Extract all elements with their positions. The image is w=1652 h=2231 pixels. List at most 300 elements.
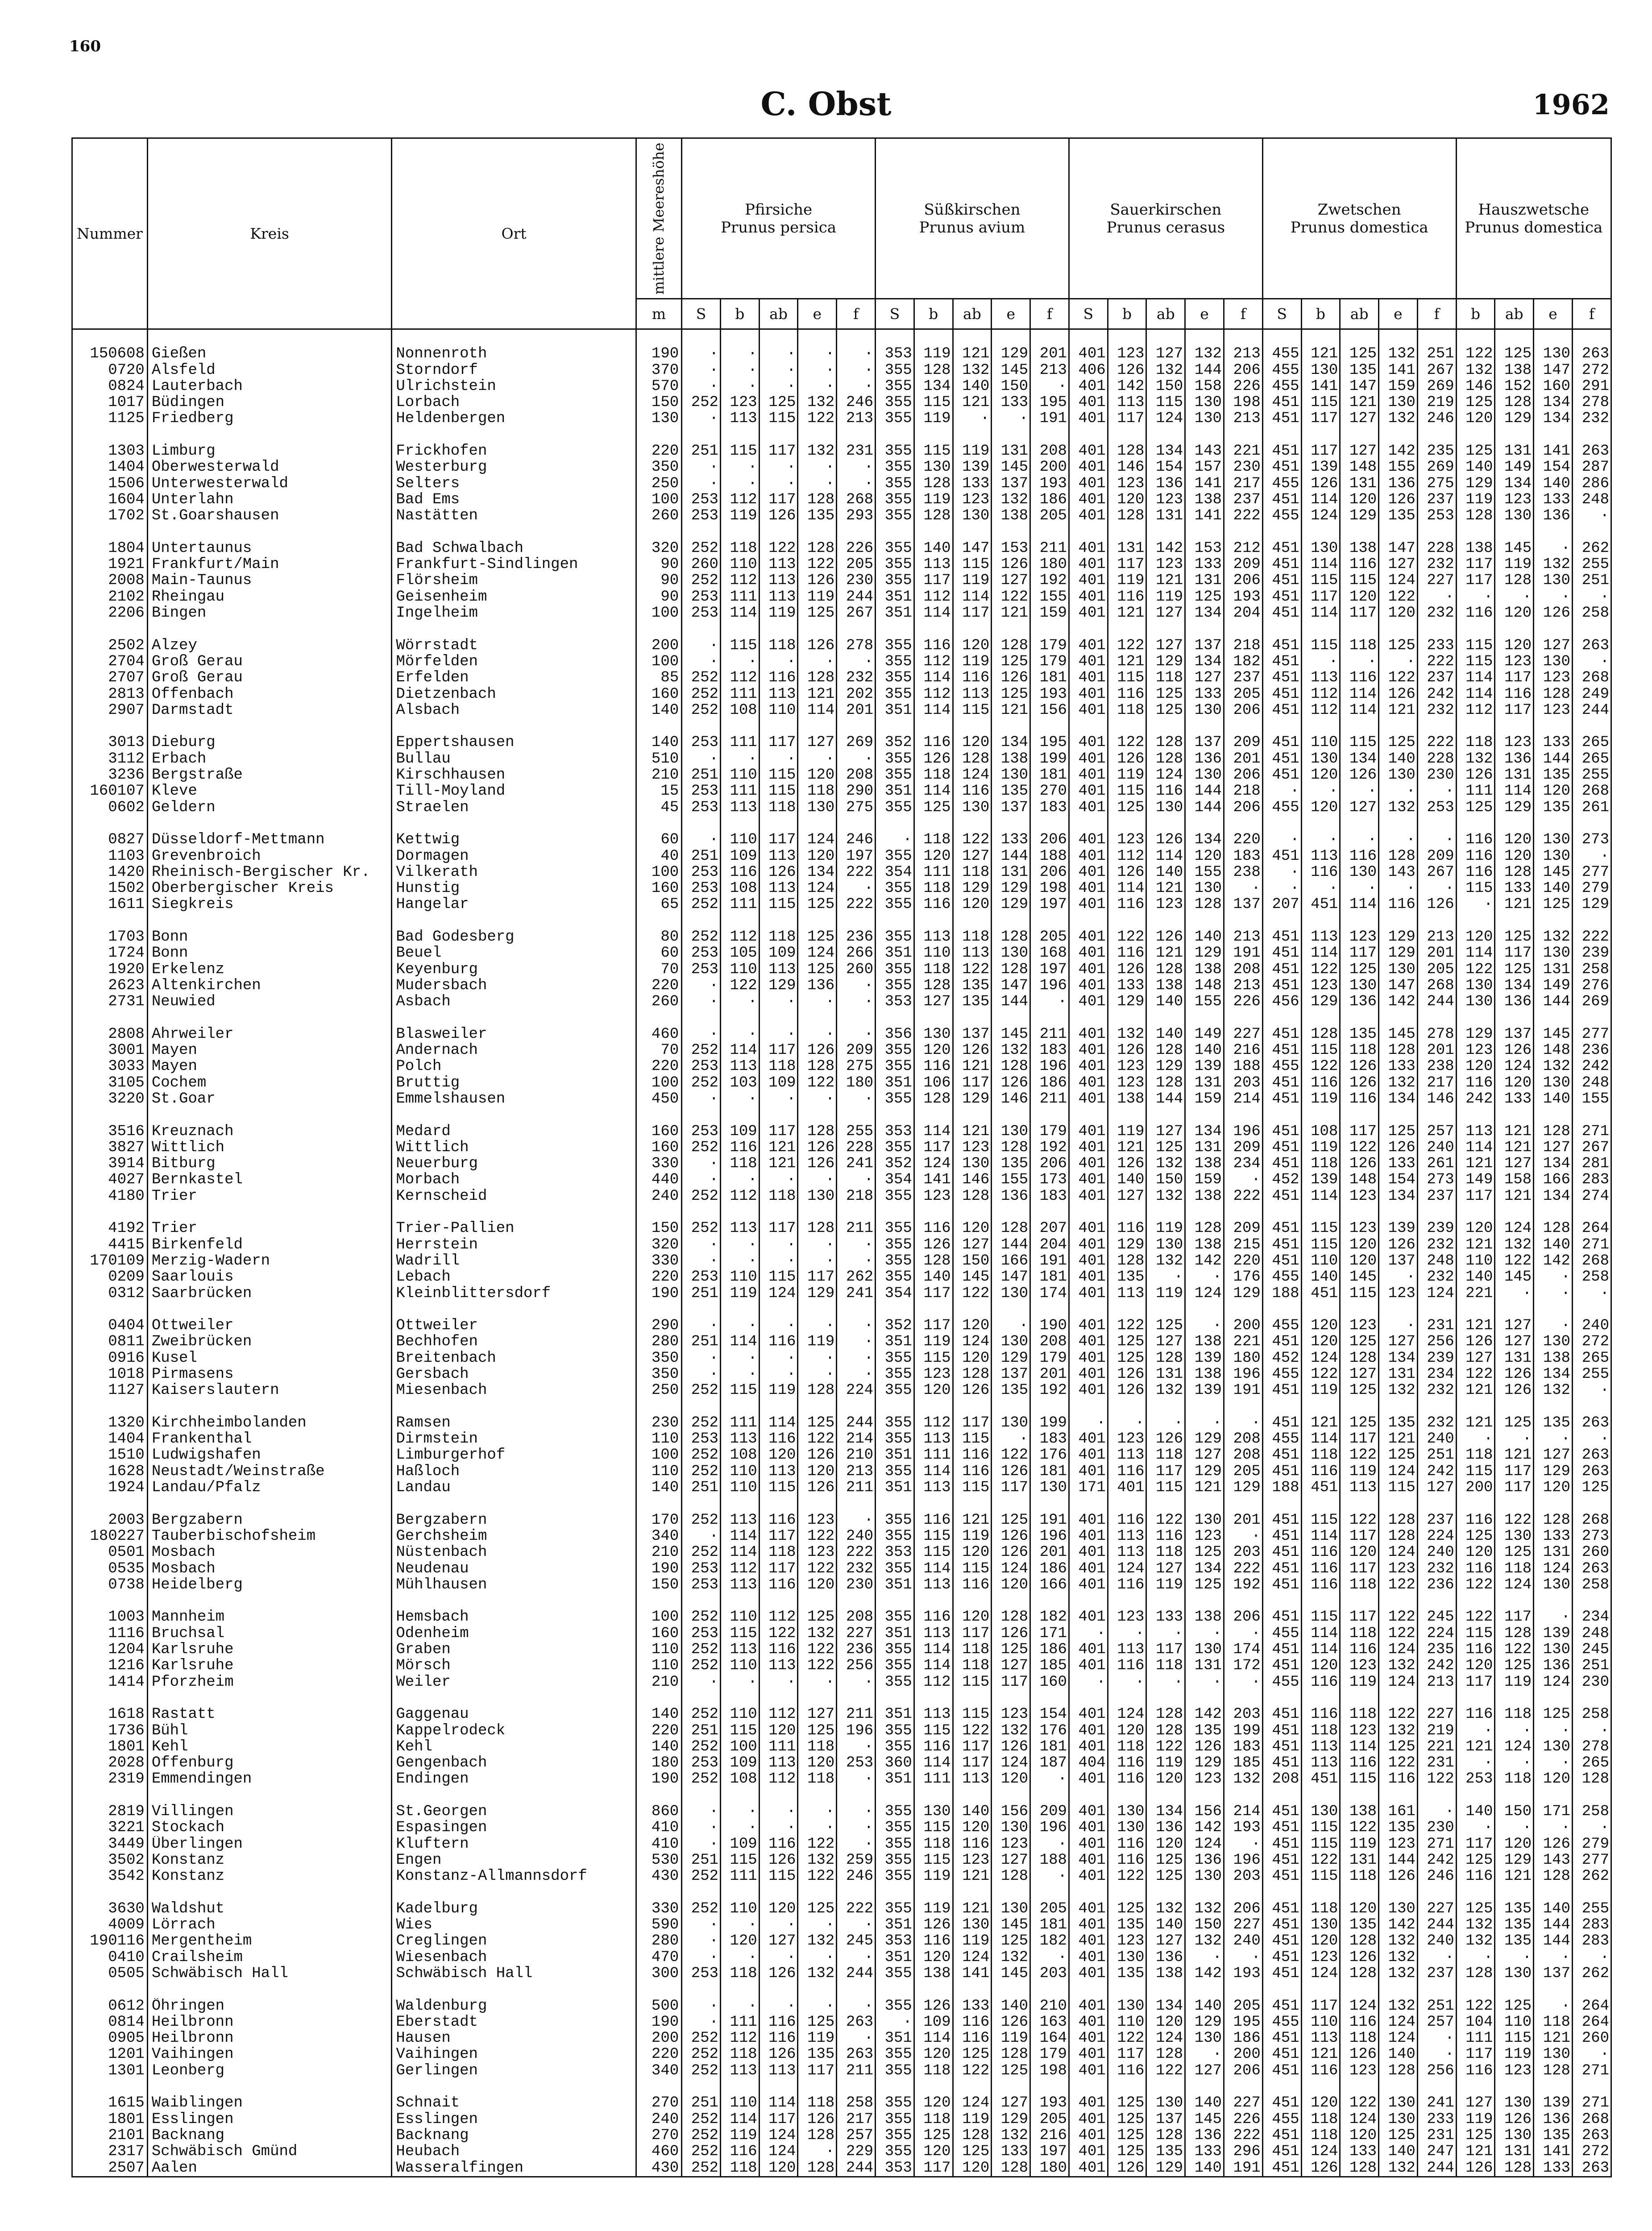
spacer-cell (1301, 524, 1340, 540)
elevation-cell: 340 (636, 1528, 681, 1544)
spacer-cell (1572, 329, 1611, 346)
value-cell: 117 (1495, 945, 1534, 961)
value-cell: 123 (953, 492, 992, 508)
value-cell: 114 (720, 605, 759, 621)
value-cell: 115 (1495, 2030, 1534, 2046)
value-cell: 130 (992, 767, 1030, 783)
value-cell: 217 (837, 2111, 876, 2127)
value-cell: 113 (953, 686, 992, 702)
value-cell: · (759, 654, 798, 670)
table-row (72, 411, 1611, 427)
page-year: 1962 (1532, 88, 1610, 121)
value-cell: 451 (1262, 2030, 1301, 2046)
value-cell: 255 (1572, 1901, 1611, 1917)
value-cell: 401 (1069, 1901, 1108, 1917)
kreis-cell: Heidelberg (147, 1577, 391, 1593)
table-row (72, 2014, 1611, 2030)
value-cell: 117 (759, 832, 798, 848)
value-cell: 125 (798, 1415, 837, 1431)
value-cell: 206 (1224, 362, 1262, 378)
spacer-cell (1224, 1787, 1262, 1804)
group-gap (72, 1204, 1611, 1220)
value-cell: 127 (1146, 638, 1185, 654)
spacer-cell (1340, 1107, 1379, 1123)
value-cell: 129 (1146, 1058, 1185, 1074)
value-cell: 277 (1572, 864, 1611, 880)
value-cell: 135 (953, 994, 992, 1010)
value-cell: 196 (1224, 1124, 1262, 1140)
value-cell: 125 (1495, 1658, 1534, 1674)
spacer-cell (147, 1885, 391, 1901)
value-cell: · (798, 1366, 837, 1382)
kreis-cell: Kehl (147, 1739, 391, 1755)
spacer-cell (1456, 427, 1495, 443)
table-row (72, 1237, 1611, 1253)
value-cell: 130 (1379, 767, 1418, 783)
value-cell: 129 (1456, 1026, 1495, 1042)
value-cell: 272 (1572, 1334, 1611, 1350)
spacer-cell (1572, 1204, 1611, 1220)
nummer-cell: 2008 (72, 572, 148, 589)
value-cell: 120 (1301, 1933, 1340, 1949)
value-cell: 256 (837, 1658, 876, 1674)
spacer-cell (720, 524, 759, 540)
spacer-cell (992, 816, 1030, 832)
value-cell: · (1417, 1949, 1456, 1966)
ort-cell: Mudersbach (392, 978, 636, 994)
value-cell: 180 (1030, 2160, 1069, 2177)
value-cell: 126 (1108, 1042, 1146, 1058)
value-cell: 142 (1185, 1820, 1224, 1836)
value-cell: 113 (1108, 1544, 1146, 1560)
value-cell: 197 (1030, 2144, 1069, 2160)
value-cell: · (1495, 1820, 1534, 1836)
kreis-cell: Cochem (147, 1075, 391, 1091)
value-cell: 128 (992, 1058, 1030, 1074)
spacer-cell (759, 1787, 798, 1804)
value-cell: · (1340, 783, 1379, 799)
value-cell: 218 (1224, 783, 1262, 799)
spacer-cell (759, 524, 798, 540)
value-cell: 125 (1379, 638, 1418, 654)
spacer-cell (147, 1496, 391, 1512)
value-cell: 115 (1146, 1480, 1185, 1496)
ort-cell: Kirschhausen (392, 767, 636, 783)
value-cell: 226 (837, 540, 876, 556)
value-cell: 234 (1417, 1366, 1456, 1382)
value-cell: 114 (914, 2030, 953, 2046)
value-cell: 119 (1495, 2046, 1534, 2062)
spacer-cell (1301, 913, 1340, 929)
value-cell: 131 (1185, 1075, 1224, 1091)
kreis-cell: Grevenbroich (147, 848, 391, 864)
value-cell: 126 (1108, 864, 1146, 880)
value-cell: 401 (1069, 1091, 1108, 1107)
spacer-cell (1572, 1885, 1611, 1901)
table-row (72, 1820, 1611, 1836)
value-cell: · (1495, 1755, 1534, 1771)
ort-cell: Morbach (392, 1172, 636, 1188)
value-cell: 279 (1572, 1836, 1611, 1852)
nummer-cell: 3013 (72, 734, 148, 751)
value-cell: 113 (914, 1577, 953, 1593)
value-cell: 451 (1262, 1042, 1301, 1058)
value-cell: 134 (1146, 1804, 1185, 1820)
value-cell: 265 (1572, 1755, 1611, 1771)
spacer-cell (1108, 1982, 1146, 1998)
elevation-cell: 350 (636, 1350, 681, 1366)
kreis-cell: Esslingen (147, 2111, 391, 2127)
group-name: Hauszwetsche (1478, 200, 1590, 219)
value-cell: · (1456, 1755, 1495, 1771)
value-cell: 355 (876, 508, 914, 524)
value-cell: 253 (682, 945, 721, 961)
value-cell: 232 (837, 670, 876, 686)
spacer-cell (876, 1204, 914, 1220)
spacer-cell (837, 1982, 876, 1998)
value-cell: 114 (914, 1642, 953, 1658)
value-cell: 401 (1069, 978, 1108, 994)
spacer-cell (1456, 621, 1495, 637)
elevation-cell: 330 (636, 1156, 681, 1172)
spacer-cell (798, 1787, 837, 1804)
spacer-cell (759, 427, 798, 443)
value-cell: 246 (837, 394, 876, 411)
spacer-cell (1069, 1107, 1108, 1123)
value-cell: 128 (1146, 962, 1185, 978)
value-cell: 111 (1456, 783, 1495, 799)
spacer-cell (392, 1787, 636, 1804)
value-cell: 127 (992, 1658, 1030, 1674)
value-cell: 111 (1456, 2030, 1495, 2046)
nummer-cell: 1502 (72, 880, 148, 896)
value-cell: 126 (914, 751, 953, 767)
nummer-cell: 1420 (72, 864, 148, 880)
value-cell: · (837, 1804, 876, 1820)
spacer-cell (798, 427, 837, 443)
value-cell: 230 (1417, 1820, 1456, 1836)
value-cell: 128 (1146, 2127, 1185, 2144)
kreis-cell: Überlingen (147, 1836, 391, 1852)
value-cell: 121 (1495, 1140, 1534, 1156)
table-row (72, 1642, 1611, 1658)
value-cell: 127 (1534, 638, 1573, 654)
value-cell: · (720, 1917, 759, 1933)
elevation-cell: 70 (636, 1042, 681, 1058)
value-cell: 164 (1030, 2030, 1069, 2046)
value-cell: 132 (1146, 1156, 1185, 1172)
value-cell: 352 (876, 1156, 914, 1172)
spacer-cell (1417, 816, 1456, 832)
ort-cell: Ulrichstein (392, 378, 636, 394)
value-cell: 130 (953, 1917, 992, 1933)
spacer-cell (682, 1885, 721, 1901)
value-cell: 125 (1456, 1852, 1495, 1868)
spacer-cell (1224, 816, 1262, 832)
value-cell: · (837, 880, 876, 896)
value-cell: 269 (837, 734, 876, 751)
value-cell: 118 (1340, 2030, 1379, 2046)
ort-cell: Heubach (392, 2144, 636, 2160)
ort-cell: Ramsen (392, 1415, 636, 1431)
value-cell: 260 (1572, 2030, 1611, 2046)
value-cell: 214 (837, 1431, 876, 1447)
spacer-cell (1146, 524, 1185, 540)
value-cell: 120 (1456, 929, 1495, 945)
value-cell: 127 (953, 1237, 992, 1253)
kreis-cell: Lauterbach (147, 378, 391, 394)
value-cell: 248 (1572, 1626, 1611, 1642)
spacer-cell (914, 427, 953, 443)
value-cell: 118 (798, 783, 837, 799)
value-cell: 136 (1146, 1820, 1185, 1836)
value-cell: 144 (1534, 1917, 1573, 1933)
value-cell: · (876, 832, 914, 848)
value-cell: 351 (876, 605, 914, 621)
value-cell: 125 (1379, 2127, 1418, 2144)
ort-cell: Vilkerath (392, 864, 636, 880)
value-cell: 351 (876, 1917, 914, 1933)
spacer-cell (392, 621, 636, 637)
kreis-cell: Saarbrücken (147, 1286, 391, 1302)
value-cell: 232 (1417, 605, 1456, 621)
value-cell: 134 (1340, 751, 1379, 767)
value-cell: 130 (1495, 1966, 1534, 1982)
value-cell: 401 (1069, 492, 1108, 508)
spacer-cell (1030, 913, 1069, 929)
value-cell: 124 (1379, 2014, 1418, 2030)
value-cell: 110 (1301, 734, 1340, 751)
value-cell: 242 (1417, 1658, 1456, 1674)
value-cell: 126 (1379, 686, 1418, 702)
spacer-cell (1069, 524, 1108, 540)
value-cell: 130 (953, 1156, 992, 1172)
spacer-cell (1495, 1593, 1534, 1609)
value-cell: 401 (1108, 1480, 1146, 1496)
value-cell: · (837, 1917, 876, 1933)
value-cell: 451 (1262, 1091, 1301, 1107)
ort-cell: Kernscheid (392, 1188, 636, 1204)
group-gap (72, 1982, 1611, 1998)
value-cell: 265 (1572, 734, 1611, 751)
header-group-suesskirschen (876, 138, 1069, 299)
value-cell: 129 (798, 1286, 837, 1302)
value-cell: 128 (1185, 896, 1224, 912)
value-cell: 126 (759, 864, 798, 880)
value-cell: 139 (1185, 1350, 1224, 1366)
value-cell: 133 (1185, 556, 1224, 572)
value-cell: 221 (1456, 1286, 1495, 1302)
value-cell: · (1417, 2030, 1456, 2046)
value-cell: 128 (1456, 1966, 1495, 1982)
spacer-cell (837, 1204, 876, 1220)
spacer-cell (1340, 1593, 1379, 1609)
value-cell: 134 (1379, 1350, 1418, 1366)
value-cell: 226 (1224, 2111, 1262, 2127)
value-cell: 134 (1185, 1124, 1224, 1140)
value-cell: 118 (1340, 1577, 1379, 1593)
spacer-cell (953, 1496, 992, 1512)
spacer-cell (1379, 816, 1418, 832)
value-cell: · (1262, 880, 1301, 896)
ort-cell: Ottweiler (392, 1318, 636, 1334)
value-cell: 206 (1224, 702, 1262, 718)
spacer-cell (953, 1302, 992, 1318)
value-cell: 128 (1495, 572, 1534, 589)
value-cell: · (759, 1917, 798, 1933)
value-cell: · (837, 1172, 876, 1188)
value-cell: 179 (1030, 1124, 1069, 1140)
value-cell: 122 (798, 411, 837, 427)
elevation-cell: 330 (636, 1253, 681, 1269)
value-cell: · (837, 1026, 876, 1042)
value-cell: 401 (1069, 1706, 1108, 1722)
value-cell: 176 (1030, 1447, 1069, 1463)
spacer-cell (636, 1302, 681, 1318)
value-cell: 124 (1340, 1998, 1379, 2014)
value-cell: 353 (876, 2160, 914, 2177)
value-cell: · (1534, 1723, 1573, 1739)
value-cell: 191 (1030, 1253, 1069, 1269)
value-cell: 129 (953, 880, 992, 896)
spacer-cell (953, 913, 992, 929)
spacer-cell (636, 427, 681, 443)
value-cell: 132 (1379, 1966, 1418, 1982)
value-cell: · (1456, 1723, 1495, 1739)
spacer-cell (759, 1010, 798, 1026)
value-cell: 116 (1456, 2063, 1495, 2079)
spacer-cell (953, 1593, 992, 1609)
value-cell: 121 (1146, 880, 1185, 896)
value-cell: 138 (1340, 540, 1379, 556)
spacer-cell (1534, 1593, 1573, 1609)
spacer-cell (392, 1496, 636, 1512)
subheader: b (1456, 299, 1495, 329)
value-cell: 112 (914, 686, 953, 702)
kreis-cell: Mannheim (147, 1609, 391, 1625)
spacer-cell (759, 329, 798, 346)
value-cell: 118 (720, 1156, 759, 1172)
elevation-cell: 190 (636, 1561, 681, 1577)
value-cell: 123 (1495, 492, 1534, 508)
value-cell: 117 (953, 605, 992, 621)
value-cell: 118 (914, 2111, 953, 2127)
spacer-cell (798, 1982, 837, 1998)
ort-cell: Gaggenau (392, 1706, 636, 1722)
value-cell: 109 (720, 1124, 759, 1140)
value-cell: · (837, 378, 876, 394)
value-cell: 232 (1417, 1269, 1456, 1285)
value-cell: 171 (1534, 1804, 1573, 1820)
value-cell: 355 (876, 1998, 914, 2014)
value-cell: 129 (1495, 411, 1534, 427)
value-cell: 451 (1262, 459, 1301, 475)
value-cell: 125 (953, 2046, 992, 2062)
subheader: ab (759, 299, 798, 329)
value-cell: 121 (953, 1058, 992, 1074)
value-cell: 355 (876, 670, 914, 686)
value-cell: 120 (1185, 848, 1224, 864)
value-cell: 355 (876, 1739, 914, 1755)
value-cell: 181 (1030, 670, 1069, 686)
value-cell: 128 (1146, 2046, 1185, 2062)
value-cell: 199 (1030, 751, 1069, 767)
value-cell: 138 (1185, 492, 1224, 508)
nummer-cell: 0404 (72, 1318, 148, 1334)
nummer-cell: 3449 (72, 1836, 148, 1852)
value-cell: 138 (1185, 1334, 1224, 1350)
value-cell: 120 (992, 1577, 1030, 1593)
value-cell: 130 (1301, 751, 1340, 767)
value-cell: · (720, 1804, 759, 1820)
value-cell: 130 (1185, 411, 1224, 427)
value-cell: 128 (992, 1220, 1030, 1236)
value-cell: 273 (1572, 1528, 1611, 1544)
value-cell: 118 (1456, 734, 1495, 751)
value-cell: 253 (682, 962, 721, 978)
value-cell: 451 (1262, 734, 1301, 751)
value-cell: 259 (837, 1852, 876, 1868)
value-cell: 120 (1301, 800, 1340, 816)
value-cell: 126 (992, 1626, 1030, 1642)
spacer-cell (1185, 1885, 1224, 1901)
value-cell: 196 (1224, 1852, 1262, 1868)
spacer-cell (992, 1204, 1030, 1220)
value-cell: · (1572, 1382, 1611, 1398)
value-cell: 115 (1301, 1220, 1340, 1236)
value-cell: 201 (1417, 1042, 1456, 1058)
value-cell: 115 (1456, 1626, 1495, 1642)
value-cell: 117 (759, 734, 798, 751)
value-cell: · (759, 1820, 798, 1836)
value-cell: 113 (720, 1431, 759, 1447)
value-cell: 451 (1262, 605, 1301, 621)
group-latin: Prunus cerasus (1106, 218, 1225, 236)
value-cell: 120 (759, 1901, 798, 1917)
spacer-cell (636, 524, 681, 540)
ort-cell: Graben (392, 1642, 636, 1658)
nummer-cell: 3516 (72, 1124, 148, 1140)
nummer-cell: 0535 (72, 1561, 148, 1577)
value-cell: 147 (1379, 978, 1418, 994)
value-cell: · (759, 1237, 798, 1253)
spacer-cell (798, 1496, 837, 1512)
value-cell: 117 (1340, 1431, 1379, 1447)
elevation-cell: 230 (636, 1415, 681, 1431)
elevation-cell: 470 (636, 1949, 681, 1966)
value-cell: 118 (720, 1966, 759, 1982)
value-cell: 123 (1534, 702, 1573, 718)
nummer-cell: 1920 (72, 962, 148, 978)
kreis-cell: Offenburg (147, 1755, 391, 1771)
value-cell: 200 (1224, 2046, 1262, 2062)
spacer-cell (392, 1010, 636, 1026)
spacer-cell (953, 621, 992, 637)
value-cell: 126 (798, 638, 837, 654)
value-cell: · (1185, 1626, 1224, 1642)
value-cell: 131 (1340, 1852, 1379, 1868)
value-cell: 113 (720, 1512, 759, 1528)
value-cell: 127 (1456, 1350, 1495, 1366)
value-cell: 252 (682, 1771, 721, 1787)
value-cell: · (682, 1949, 721, 1966)
value-cell: 142 (1534, 1253, 1573, 1269)
group-name: Sauerkirschen (1110, 200, 1222, 219)
spacer-cell (798, 524, 837, 540)
value-cell: 451 (1262, 572, 1301, 589)
value-cell: 125 (1456, 800, 1495, 816)
value-cell: 120 (1146, 1836, 1185, 1852)
